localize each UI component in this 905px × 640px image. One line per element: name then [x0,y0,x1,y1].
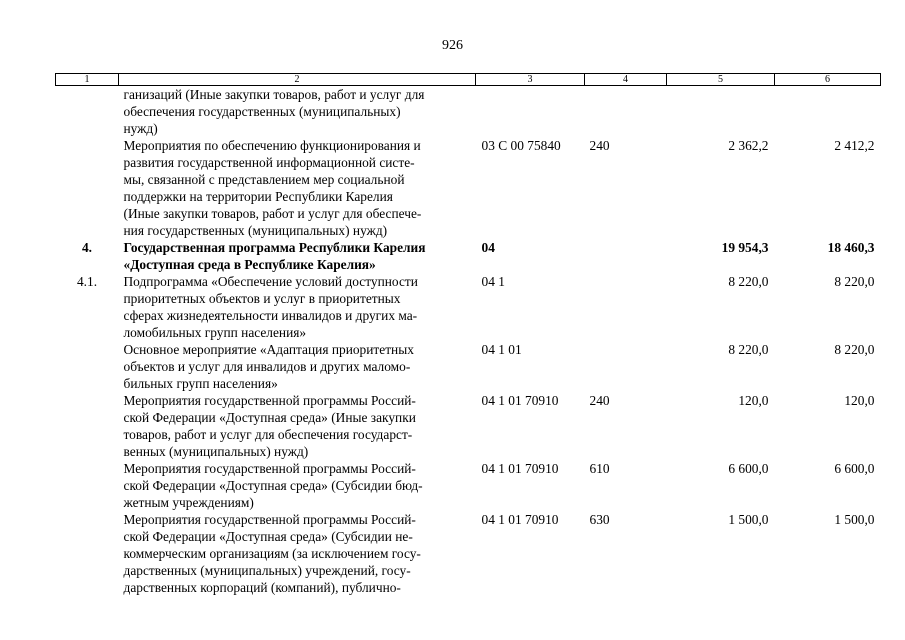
table-row [56,273,881,341]
column-header-3: 3 [476,74,585,86]
row-number [56,460,119,511]
row-value-year-2: 120,0 [844,393,875,408]
column-header-2: 2 [119,74,476,86]
row-expense-type [585,341,667,392]
row-code: 04 1 01 70910 [481,393,559,408]
row-name-line: обеспечения государственных (муниципальных) [123,104,401,119]
row-name [119,341,476,392]
column-header-6: 6 [775,74,881,86]
row-value-year-2: 8 220,0 [834,274,875,289]
row-name [119,460,476,511]
row-name-line: объектов и услуг для инвалидов и других маломо- [123,359,411,374]
row-value-year-2: 8 220,0 [834,342,875,357]
column-header-5: 5 [667,74,775,86]
column-header-4: 4 [585,74,667,86]
row-number [56,341,119,392]
row-name-line: Мероприятия государственной программы Россий- [123,461,416,476]
table-row [56,86,881,138]
row-name-line: бильных групп населения» [123,376,278,391]
row-value-year-1: 6 600,0 [728,461,769,476]
row-name [119,137,476,239]
row-name-line: Мероприятия государственной программы Россий- [123,393,416,408]
row-expense-type: 240 [589,393,610,408]
row-name-line: дарственных (муниципальных) учреждений, госу- [123,563,411,578]
row-name-line: Подпрограмма «Обеспечение условий доступности [123,274,418,289]
row-value-year-2: 1 500,0 [834,512,875,527]
row-name-line: приоритетных объектов и услуг в приоритетных [123,291,401,306]
row-name-line: ганизаций (Иные закупки товаров, работ и услуг для [123,87,425,102]
row-value-year-1: 120,0 [738,393,769,408]
row-value-year-1 [667,86,775,138]
row-value-year-1: 1 500,0 [728,512,769,527]
row-name-line: дарственных корпораций (компаний), публично- [123,580,401,595]
row-code: 04 [481,240,495,255]
row-name-line: нужд) [123,121,158,136]
row-name-line: развития государственной информационной систе- [123,155,415,170]
table-row [56,511,881,596]
row-name-line: ской Федерации «Доступная среда» (Иные закупки [123,410,416,425]
row-name [119,511,476,596]
row-name-line: жетным учреждениям) [123,495,254,510]
row-code: 04 1 01 70910 [481,512,559,527]
table-row [56,392,881,460]
row-code: 04 1 01 [481,342,522,357]
budget-table [55,73,881,596]
row-name-line: ния государственных (муниципальных) нужд) [123,223,388,238]
row-name-line: Мероприятия по обеспечению функционирования и [123,138,421,153]
row-number [56,392,119,460]
row-name-line: венных (муниципальных) нужд) [123,444,309,459]
row-expense-type [585,86,667,138]
table-body [56,86,881,597]
row-value-year-1: 2 362,2 [728,138,769,153]
row-expense-type: 240 [589,138,610,153]
row-name-line: ской Федерации «Доступная среда» (Субсидии не- [123,529,413,544]
row-name-line: Основное мероприятие «Адаптация приоритетных [123,342,414,357]
row-number [56,511,119,596]
row-expense-type [585,273,667,341]
row-name-line: Мероприятия государственной программы Россий- [123,512,416,527]
row-number [56,137,119,239]
row-name-line: сферах жизнедеятельности инвалидов и других ма- [123,308,418,323]
row-value-year-2: 6 600,0 [834,461,875,476]
row-code [476,86,585,138]
row-code: 04 1 [481,274,505,289]
table-row [56,460,881,511]
row-name-line: поддержки на территории Республики Карелия [123,189,393,204]
page-number: 926 [442,38,463,53]
table-row [56,239,881,273]
row-name-line: (Иные закупки товаров, работ и услуг для обеспече- [123,206,422,221]
row-number: 4.1. [76,274,98,289]
table-header-row [56,74,881,86]
row-value-year-2: 18 460,3 [827,240,875,255]
row-expense-type [585,239,667,273]
row-name-line: мы, связанной с представлением мер социальной [123,172,405,187]
row-value-year-2 [775,86,881,138]
row-name-line: «Доступная среда в Республике Карелия» [123,257,376,272]
row-name-line: коммерческим организациям (за исключением госу- [123,546,421,561]
row-number: 4. [81,240,93,255]
row-name-line: ской Федерации «Доступная среда» (Субсидии бюд- [123,478,423,493]
row-name-line: ломобильных групп населения» [123,325,307,340]
row-value-year-1: 19 954,3 [721,240,769,255]
row-name [119,239,476,273]
column-header-1: 1 [56,74,119,86]
row-expense-type: 630 [589,512,610,527]
table-row [56,137,881,239]
row-value-year-1: 8 220,0 [728,342,769,357]
row-name [119,273,476,341]
table-row [56,341,881,392]
row-code: 03 С 00 75840 [481,138,561,153]
row-name [119,86,476,138]
row-name [119,392,476,460]
row-name-line: товаров, работ и услуг для обеспечения государст- [123,427,413,442]
row-expense-type: 610 [589,461,610,476]
row-name-line: Государственная программа Республики Карелия [123,240,426,255]
row-code: 04 1 01 70910 [481,461,559,476]
row-number [56,86,119,138]
row-value-year-2: 2 412,2 [834,138,875,153]
row-value-year-1: 8 220,0 [728,274,769,289]
